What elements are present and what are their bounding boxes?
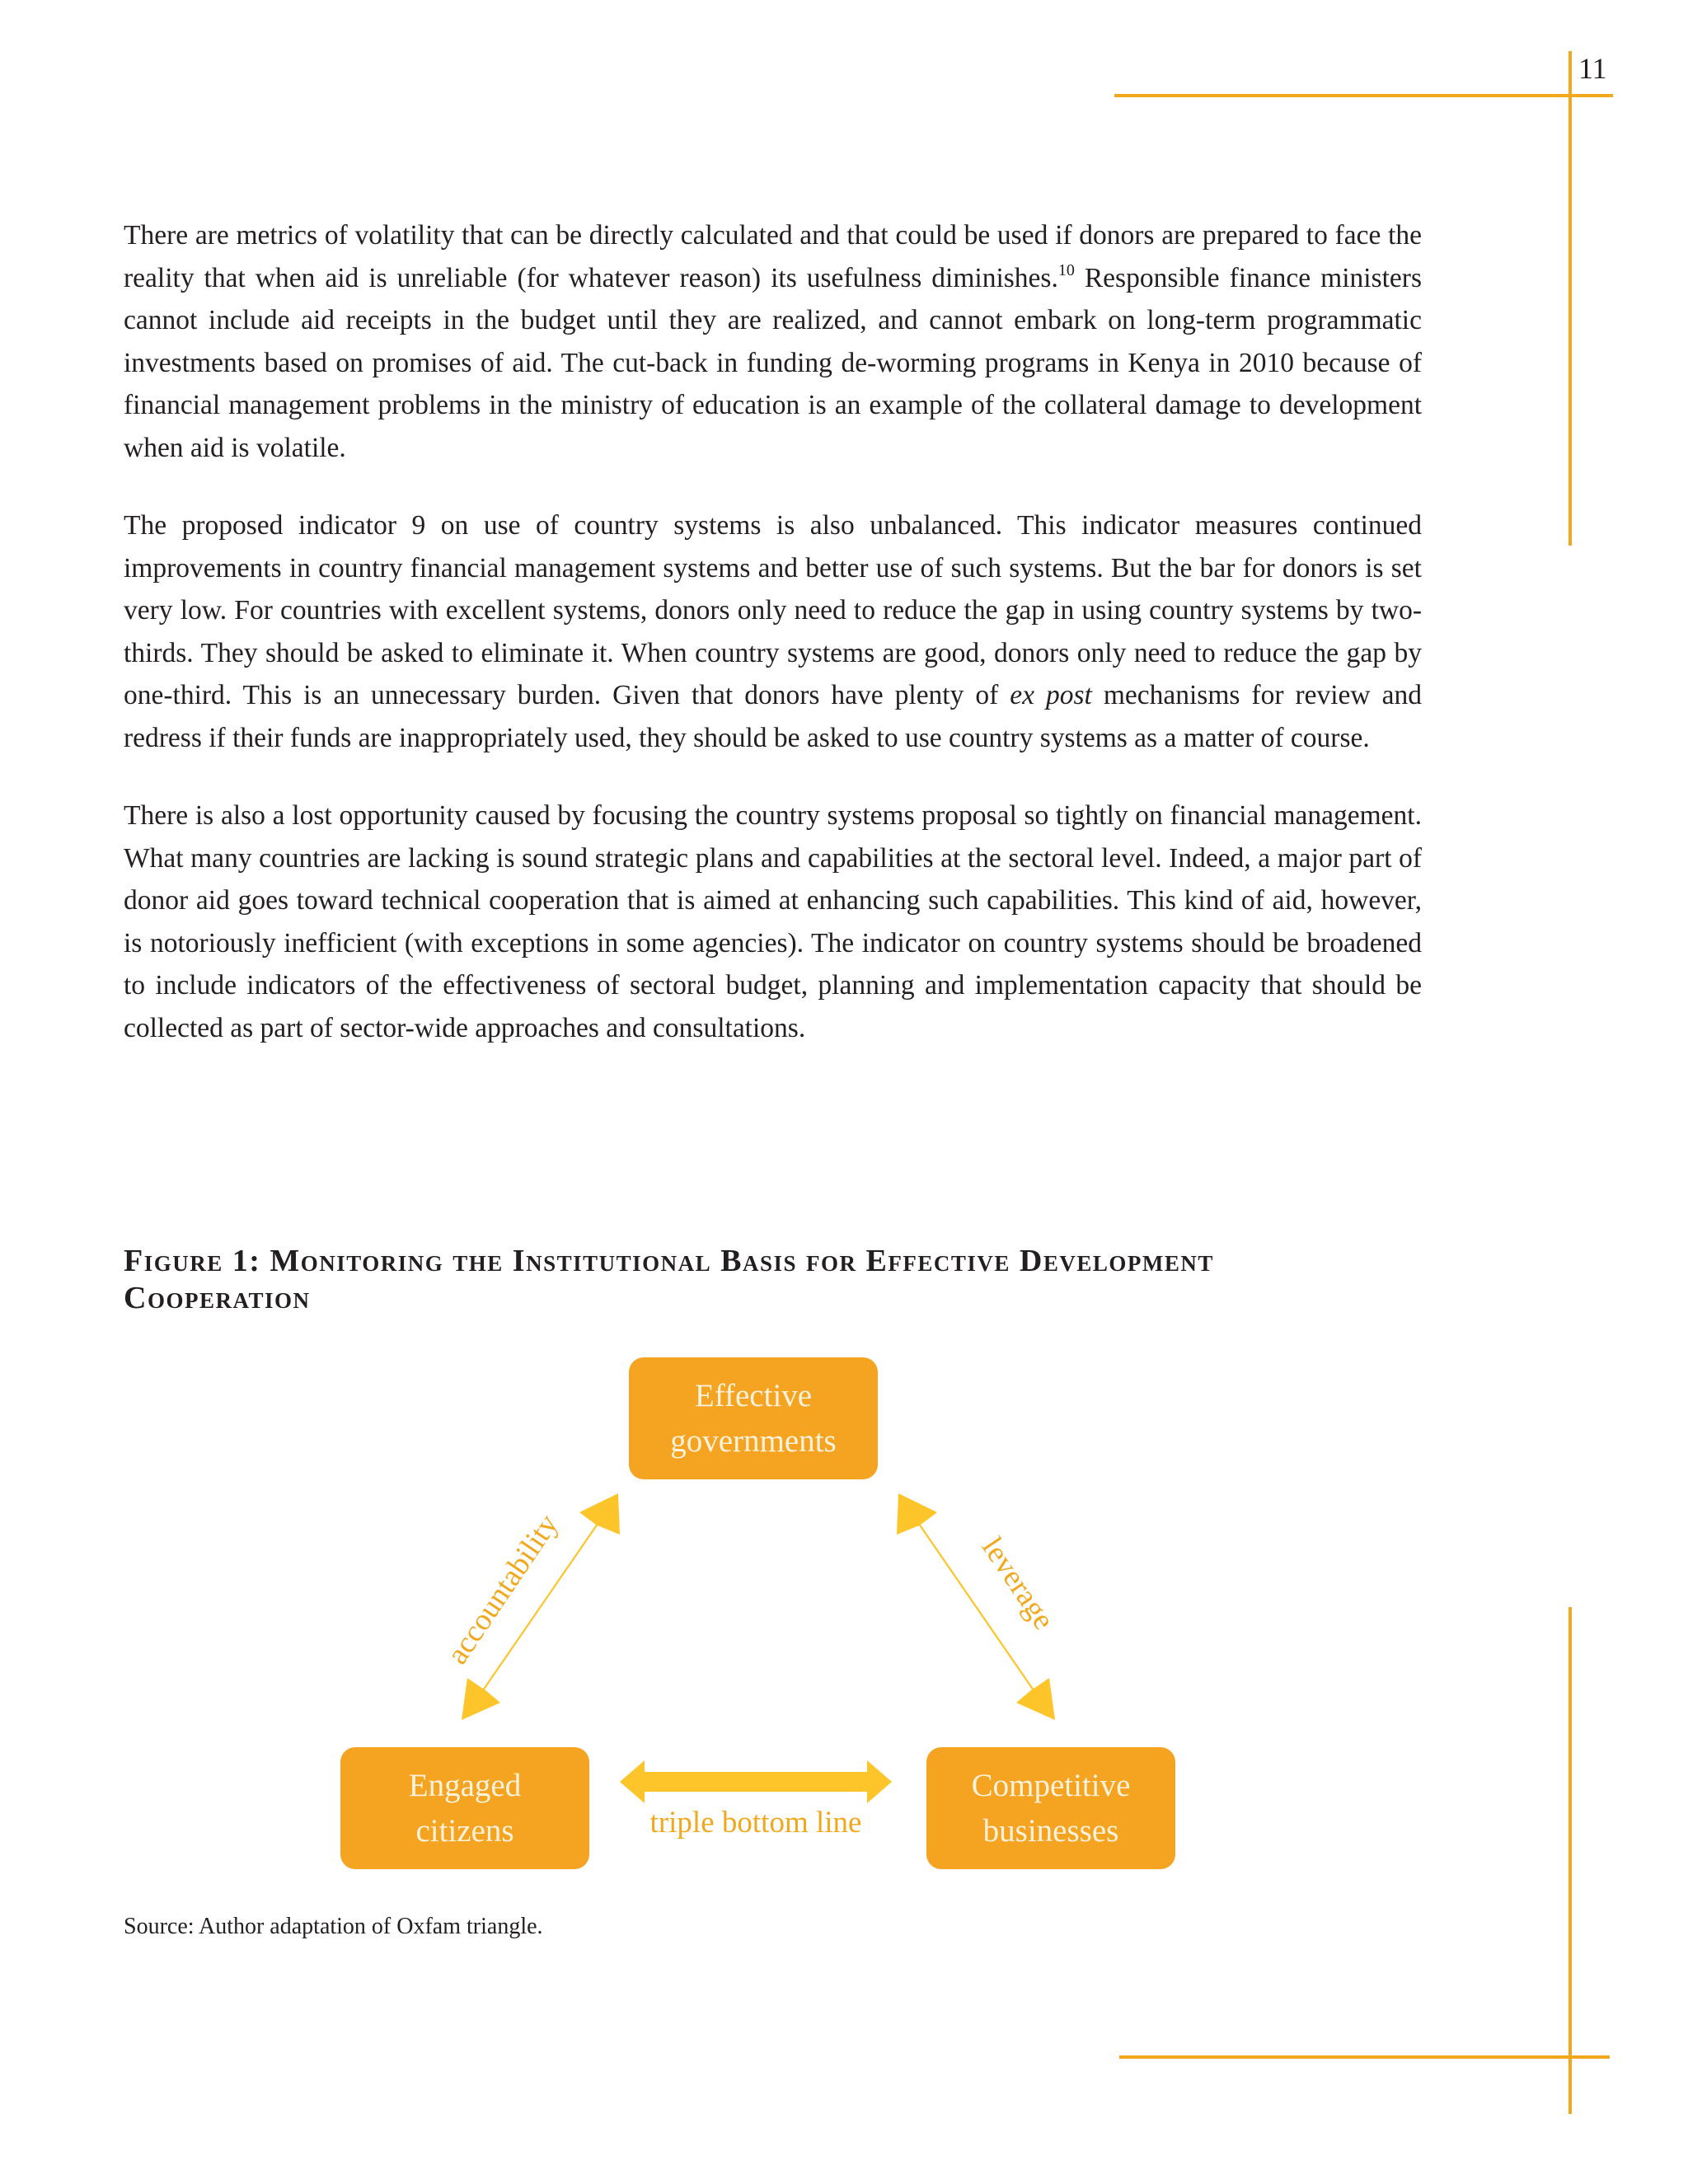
paragraph-2: The proposed indicator 9 on use of country systems is also unbalanced. This indicator measures continued improvements in country financial management systems and better use of such systems. But the bar for donors is set very low. For countries with excellent systems, donors only need to reduce the gap in using country systems by two-thirds. They should be asked to eliminate it. When country systems are good, donors only need to reduce the gap by one-third. This is an unnecessary burden. Given that donors have plenty of ex post mechanisms for review and redress if their funds are inappropriately used, they should be asked to use country systems as a matter of course. — [124, 510, 1422, 753]
accountability-label: accountability — [440, 1508, 565, 1671]
node-competitive-businesses: Competitive businesses — [926, 1747, 1175, 1869]
footnote-marker[interactable]: 10 — [1057, 260, 1075, 279]
paragraph-1: There are metrics of volatility that can be directly calculated and that could be used if donors are prepared to face the reality that when aid is unreliable (for whatever reason) its usefulness diminishes.$^{10}$ Responsible finance ministers cannot include aid receipts in the budget until they are realized, and cannot embark on long-term programmatic investments based on promises of aid. The cut-back in funding de-worming programs in Kenya in 2010 because of financial management problems in the ministry of education is an example of the collateral damage to development when aid is volatile. — [124, 220, 1422, 463]
node-effective-governments: Effective governments — [629, 1357, 878, 1479]
figure-source: Source: Author adaptation of Oxfam triangle. — [124, 1914, 543, 1939]
page-number: 11 — [1578, 52, 1607, 85]
leverage-label: leverage — [974, 1531, 1062, 1636]
triple-bottom-line-label: triple bottom line — [649, 1806, 862, 1840]
figure-title: Figure 1: Monitoring the Institutional Basis for Effective Development Cooperation — [124, 1244, 1214, 1315]
triple-bottom-line-arrow — [620, 1760, 892, 1803]
node-engaged-citizens: Engaged citizens — [340, 1747, 589, 1869]
paragraph-3: There is also a lost opportunity caused by focusing the country systems proposal so tightly on financial management. What many countries are lacking is sound strategic plans and capabilities at the sectoral level. Indeed, a major part of donor aid goes toward technical cooperation that is aimed at enhancing such capabilities. This kind of aid, however, is notoriously inefficient (with exceptions in some agencies). The indicator on country systems should be broadened to include indicators of the effectiveness of sectoral budget, planning and implementation capacity that should be collected as part of sector-wide approaches and consultations. — [124, 800, 1422, 1043]
